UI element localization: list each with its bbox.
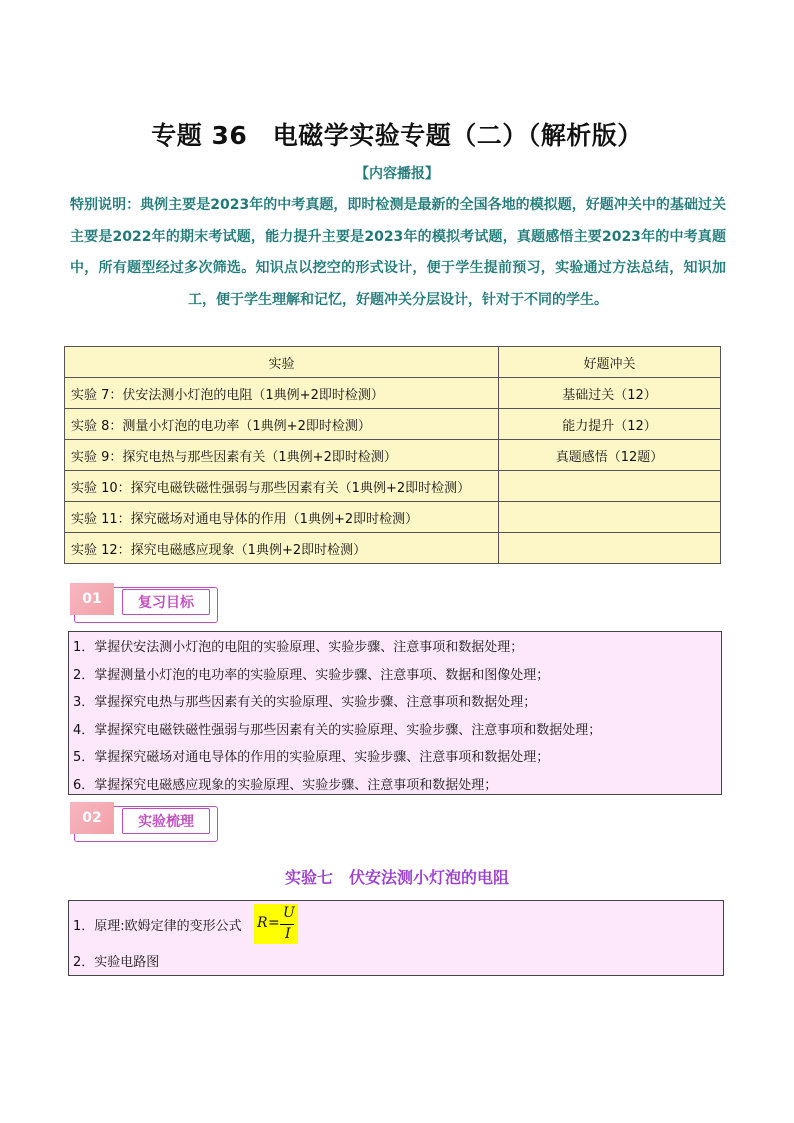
ohm-formula xyxy=(254,904,298,944)
section-badge-experiment-review xyxy=(70,802,220,842)
goal-item: 6．掌握探究电磁感应现象的实验原理、实验步骤、注意事项和数据处理； xyxy=(73,777,498,793)
content-tag: 【内容播报】 xyxy=(355,166,439,182)
table-cell: 实验 11：探究磁场对通电导体的作用（1典例+2即时检测） xyxy=(65,502,499,533)
table-row xyxy=(65,533,721,564)
table-row xyxy=(65,471,721,502)
section-number: 01 xyxy=(70,583,114,615)
table-cell: 实验 10：探究电磁铁磁性强弱与那些因素有关（1典例+2即时检测） xyxy=(65,471,499,502)
page-title: 专题 36 电磁学实验专题（二）（解析版） xyxy=(151,121,643,150)
table-cell xyxy=(499,502,721,533)
table-cell xyxy=(499,471,721,502)
principle-line: 1．原理:欧姆定律的变形公式 xyxy=(73,919,242,934)
formula-current: I xyxy=(285,926,291,942)
table-header: 好题冲关 xyxy=(499,347,721,378)
table-cell: 真题感悟（12题） xyxy=(499,440,721,471)
table-header: 实验 xyxy=(65,347,499,378)
section-label: 复习目标 xyxy=(122,589,210,615)
circuit-diagram-label: 2．实验电路图 xyxy=(73,955,160,970)
table-header-row xyxy=(65,347,721,378)
table-row xyxy=(65,378,721,409)
table-cell: 能力提升（12） xyxy=(499,409,721,440)
table-cell: 实验 7：伏安法测小灯泡的电阻（1典例+2即时检测） xyxy=(65,378,499,409)
goal-item: 3．掌握探究电热与那些因素有关的实验原理、实验步骤、注意事项和数据处理； xyxy=(73,695,537,710)
goals-box xyxy=(68,631,722,795)
table-cell: 实验 8：测量小灯泡的电功率（1典例+2即时检测） xyxy=(65,409,499,440)
goal-item: 2．掌握测量小灯泡的电功率的实验原理、实验步骤、注意事项、数据和图像处理； xyxy=(73,667,550,683)
goal-item: 4．掌握探究电磁铁磁性强弱与那些因素有关的实验原理、实验步骤、注意事项和数据处理； xyxy=(73,722,602,738)
formula-voltage: U xyxy=(283,905,295,921)
plan-table xyxy=(64,346,721,564)
principle-box xyxy=(68,900,724,976)
section-label: 实验梳理 xyxy=(122,808,210,834)
formula-resistance: R xyxy=(257,915,268,931)
goal-item: 5．掌握探究磁场对通电导体的作用的实验原理、实验步骤、注意事项和数据处理； xyxy=(73,750,550,765)
goal-item: 1．掌握伏安法测小灯泡的电阻的实验原理、实验步骤、注意事项和数据处理； xyxy=(73,640,524,655)
special-note: 特别说明：典例主要是2023年的中考真题，即时检测是最新的全国各地的模拟题，好题冲关中的基础过关主要是2022年的期末考试题，能力提升主要是2023年的模拟考试题，真题感悟主要2023年的中考真题中，所有题型经过多次筛选。知识点以挖空的形式设计，便于学生提前预习，实验通过方法总结，知识加工，便于学生理解和记忆，好题冲关分层设计，针对于不同的学生。 xyxy=(70,197,726,308)
table-cell: 基础过关（12） xyxy=(499,378,721,409)
table-row xyxy=(65,502,721,533)
table-cell xyxy=(499,533,721,564)
formula-equals: = xyxy=(268,915,280,931)
table-row xyxy=(65,440,721,471)
table-cell: 实验 12：探究电磁感应现象（1典例+2即时检测） xyxy=(65,533,499,564)
section-number: 02 xyxy=(70,802,114,834)
fraction-bar xyxy=(280,924,294,925)
table-row xyxy=(65,409,721,440)
table-cell: 实验 9：探究电热与那些因素有关（1典例+2即时检测） xyxy=(65,440,499,471)
experiment-heading: 实验七 伏安法测小灯泡的电阻 xyxy=(284,868,509,887)
section-badge-review-goals xyxy=(70,583,220,623)
